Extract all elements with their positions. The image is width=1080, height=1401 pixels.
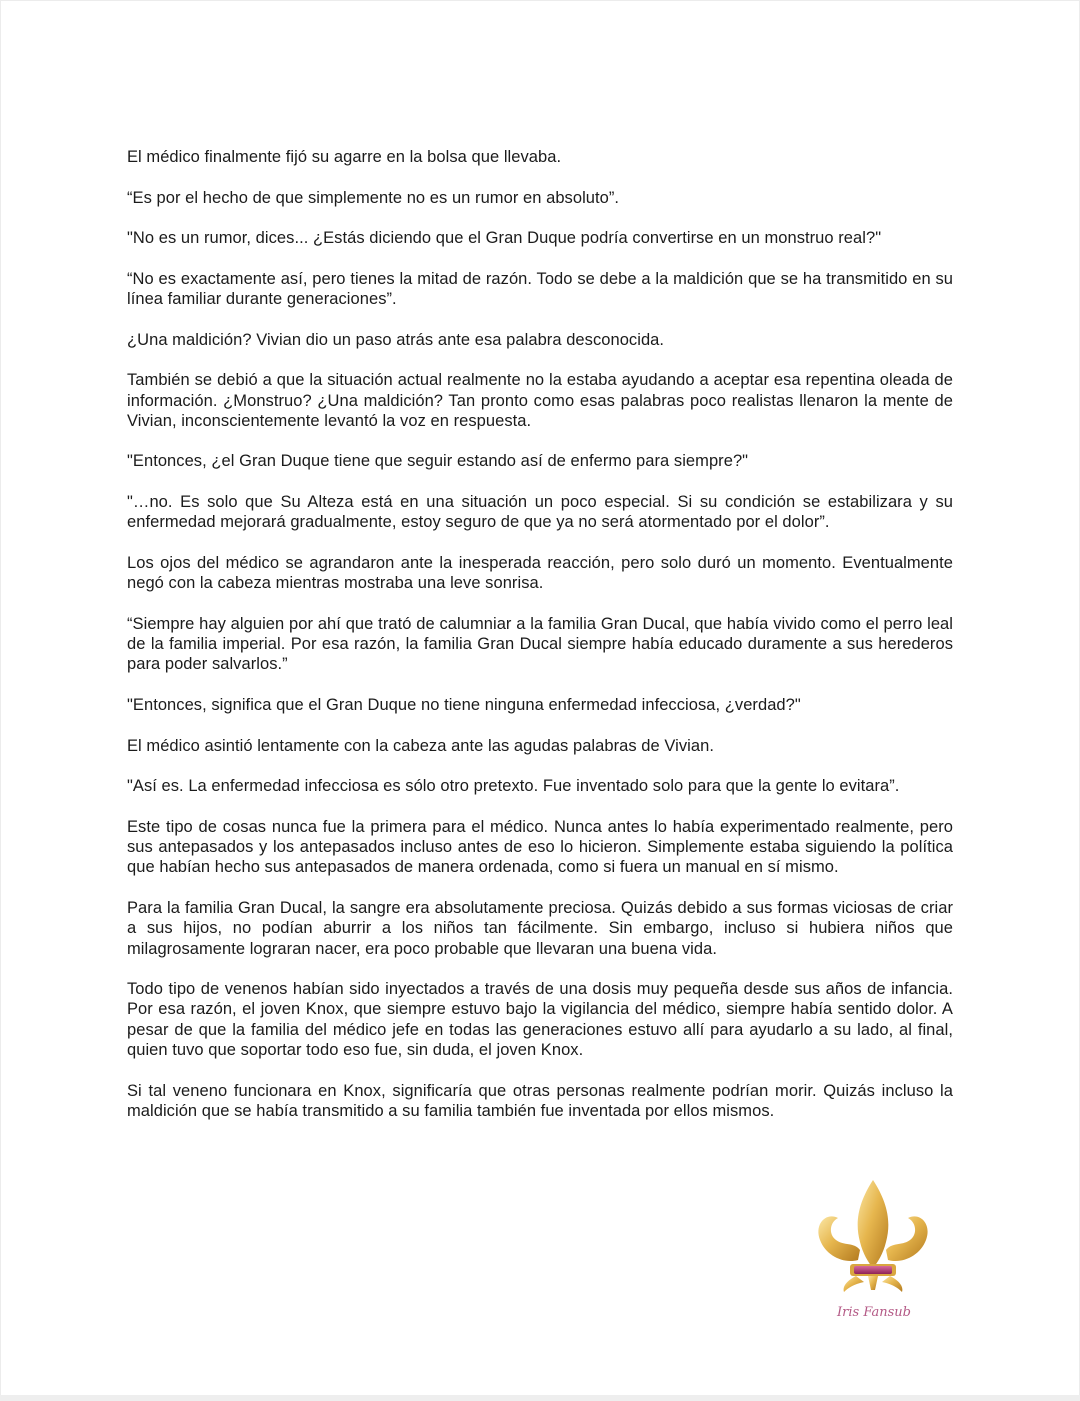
- paragraph: Todo tipo de venenos habían sido inyectados a través de una dosis muy pequeña desde sus años de infancia. Por esa razón, el joven Knox, que siempre estuvo bajo la vigilancia del médico, siempre había sentido dolor. A pesar de que la familia del médico jefe en todas las generaciones estuvo allí para ayudarlo a su lado, al final, quien tuvo que soportar todo eso fue, sin duda, el joven Knox.: [127, 980, 953, 1060]
- paragraph: "…no. Es solo que Su Alteza está en una situación un poco especial. Si su condición se estabilizara y su enfermedad mejorará gradualmente, estoy seguro de que ya no será atormentado por el dolor”.: [127, 493, 953, 532]
- paragraph: El médico asintió lentamente con la cabeza ante las agudas palabras de Vivian.: [127, 736, 714, 755]
- paragraph: El médico finalmente fijó su agarre en la bolsa que llevaba.: [127, 148, 562, 166]
- paragraph: "Así es. La enfermedad infecciosa es sólo otro pretexto. Fue inventado solo para que la gente lo evitara”.: [127, 777, 900, 796]
- paragraph: Para la familia Gran Ducal, la sangre era absolutamente preciosa. Quizás debido a sus formas viciosas de criar a sus hijos, no podían aburrir a los niños tan fácilmente. Sin embargo, incluso si hubiera niños que milagrosamente lograran nacer, era poco probable que llevaran una buena vida.: [127, 898, 953, 958]
- paragraph: "Entonces, significa que el Gran Duque no tiene ninguna enfermedad infecciosa, ¿verdad?": [127, 696, 801, 715]
- paragraph: “Siempre hay alguien por ahí que trató de calumniar a la familia Gran Ducal, que había vivido como el perro leal de la familia imperial. Por esa razón, la familia Gran Ducal siempre había educado duramente a sus herederos para poder salvarlos.”: [127, 614, 953, 674]
- fansub-logo: [808, 1176, 938, 1326]
- paragraph: “Es por el hecho de que simplemente no es un rumor en absoluto”.: [127, 188, 620, 207]
- paragraph: También se debió a que la situación actual realmente no la estaba ayudando a aceptar esa repentina oleada de información. ¿Monstruo? ¿Una maldición? Tan pronto como esas palabras poco realistas llenaron la mente de Vivian, inconscientemente levantó la voz en respuesta.: [127, 371, 953, 430]
- paragraph: Si tal veneno funcionara en Knox, significaría que otras personas realmente podrían morir. Quizás incluso la maldición que se había transmitido a su familia también fue inventada por ellos mismos.: [127, 1081, 953, 1120]
- logo-signature: Iris Fansub: [837, 1305, 911, 1320]
- paragraph: ¿Una maldición? Vivian dio un paso atrás ante esa palabra desconocida.: [127, 330, 665, 349]
- document-body: [127, 147, 953, 1121]
- paragraph: "No es un rumor, dices... ¿Estás diciendo que el Gran Duque podría convertirse en un monstruo real?": [127, 229, 882, 248]
- paragraph: Este tipo de cosas nunca fue la primera para el médico. Nunca antes lo había experimentado realmente, pero sus antepasados y los antepasados incluso antes de eso lo hicieron. Simplemente estaba siguiendo la política que habían hecho sus antepasados de manera ordenada, como si fuera un manual en sí mismo.: [127, 817, 953, 877]
- page-bottom-strip: [0, 1395, 1080, 1401]
- paragraph: “No es exactamente así, pero tienes la mitad de razón. Todo se debe a la maldición que se ha transmitido en su línea familiar durante generaciones”.: [127, 269, 953, 309]
- paragraph: "Entonces, ¿el Gran Duque tiene que seguir estando así de enfermo para siempre?": [127, 452, 749, 471]
- paragraph: Los ojos del médico se agrandaron ante la inesperada reacción, pero solo duró un momento. Eventualmente negó con la cabeza mientras mostraba una leve sonrisa.: [127, 553, 953, 593]
- fleur-de-lis-icon: [808, 1176, 938, 1326]
